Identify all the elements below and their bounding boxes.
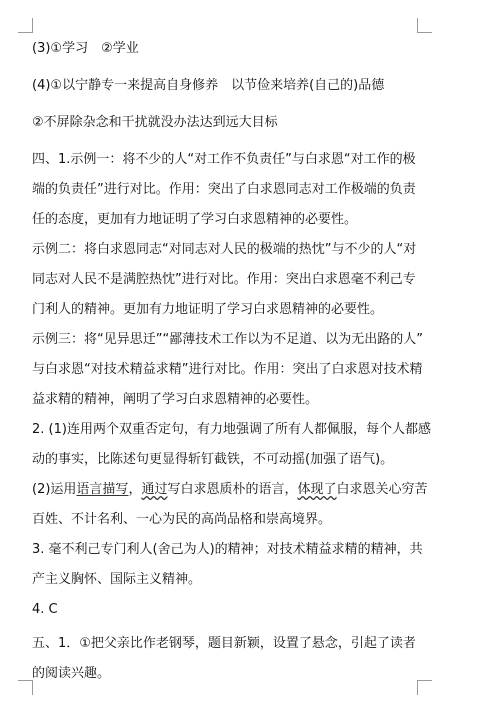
question-2-2-line-1 [32,477,458,502]
question-2-1-line-2: 动的事实，比陈述句更显得斩钉截铁，不可动摇(加强了语气)。 [32,452,394,467]
example-1-line-2: 端的负责任”进行对比。作用：突出了白求恩同志对工作极端的负责 [32,182,416,197]
example-1-line-1: 四、1.示例一：将不少的人“对工作不负责任”与白求恩“对工作的极 [32,152,416,167]
q2-2-underline-language-description: 语言描写 [76,482,129,497]
example-2-line-2: 同志对人民不是满腔热忱”进行对比。作用：突出白求恩毫不利己专 [32,272,416,287]
example-3-line-1: 示例三：将“见异思迁”“鄙薄技术工作以为不足道、以为无出路的人” [32,332,423,347]
q2-2-prefix: (2)运用 [32,482,77,497]
section-5-line-2: 的阅读兴趣。 [32,666,111,681]
example-2-line-1: 示例二：将白求恩同志“对同志对人民的极端的热忱”与不少的人“对 [32,242,417,257]
example-2-line-3: 门利人的精神。更加有力地证明了学习白求恩精神的必要性。 [32,302,384,317]
question-2-2-line-2: 百姓、不计名利、一心为民的高尚品格和崇高境界。 [32,512,332,527]
example-3-line-3: 益求精的精神，阐明了学习白求恩精神的必要性。 [32,392,319,407]
example-3-line-2: 与白求恩“对技术精益求精”进行对比。作用：突出了白求恩对技术精 [32,362,423,377]
q2-2-wavy-through: 通过 [141,482,168,497]
question-3-line-2: 产主义胸怀、国际主义精神。 [32,572,202,587]
crop-mark-bottom-left [18,680,33,695]
q2-2-middle: 写白求恩质朴的语言， [167,482,298,497]
q2-2-wavy-reflects: 体现了 [297,482,337,497]
section-5-line-1: 五、1．①把父亲比作老钢琴，题目新颖，设置了悬念，引起了读者 [32,636,416,651]
answer-4-part2: ②不屏除杂念和干扰就没办法达到远大目标 [32,115,278,130]
answer-4: (4)①以宁静专一来提高自身修养 以节俭来培养(自己的)品德 [32,78,385,93]
q2-2-comma: ， [128,482,142,497]
answer-3: (3)①学习 ②学业 [32,41,139,56]
document-body [32,36,458,686]
question-3-line-1: 3. 毫不利己专门利人(舍己为人)的精神；对技术精益求精的精神，共 [32,542,423,557]
q2-2-suffix: 白求恩关心穷苦 [336,482,428,497]
crop-mark-top-right [417,18,432,33]
question-2-1-line-1: 2. (1)连用两个双重否定句，有力地强调了所有人都佩服，每个人都感 [32,422,431,437]
question-4: 4. C [32,602,58,617]
example-1-line-3: 任的态度，更加有力地证明了学习白求恩精神的必要性。 [32,212,358,227]
crop-mark-top-left [18,18,33,33]
